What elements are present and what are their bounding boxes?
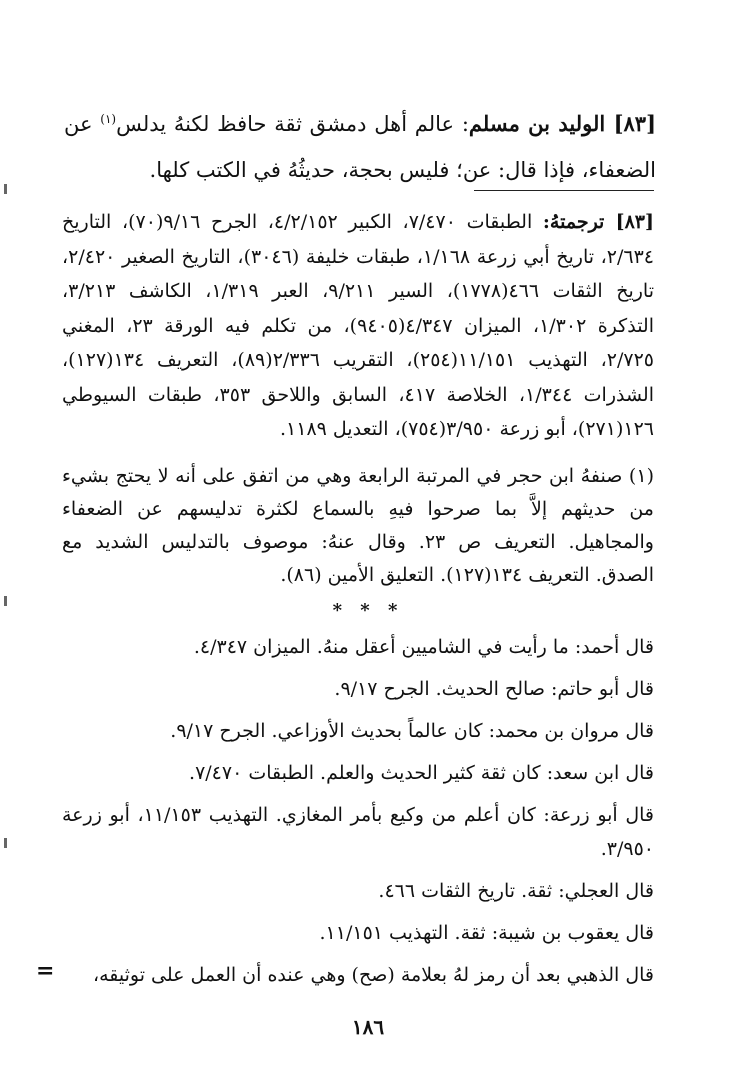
- saying-dhahabi: قال الذهبي بعد أن رمز لهُ بعلامة (صح) وهي عنده أن العمل على توثيقه،: [92, 964, 654, 986]
- entry-heading: [٨٣] الوليد بن مسلم: [468, 111, 657, 136]
- sources-text: الطبقات ٧/٤٧٠، الكبير ٤/٢/١٥٢، الجرح ٩/١٦(٧٠)، التاريخ ٢/٦٣٤، تاريخ أبي زرعة ١/١٦٨، طبقات خليفة (٣٠٤٦)، التاريخ الصغير ٢/٤٢٠، تاريخ الثقات ٤٦٦(١٧٧٨)، السير ٩/٢١١، العبر ١/٣١٩، الكاشف ٣/٢١٣، التذكرة ١/٣٠٢، الميزان ٤/٣٤٧(٩٤٠٥)، من تكلم فيه الورقة ٢٣، المغني ٢/٧٢٥، التهذيب ١١/١٥١(٢٥٤)، التقريب ٢/٣٣٦(٨٩)، التعريف ١٣٤(١٢٧)، الشذرات ١/٣٤٤، الخلاصة ٤١٧، السابق واللاحق ٣٥٣، طبقات السيوطي ١٢٦(٢٧١)، أبو زرعة ٣/٩٥٠(٧٥٤)، التعديل ١١٨٩.: [62, 211, 654, 440]
- sources-heading: [٨٣] ترجمتهُ:: [542, 211, 654, 233]
- saying-ijli: قال العجلي: ثقة. تاريخ الثقات ٤٦٦.: [378, 880, 654, 902]
- saying-marwan: قال مروان بن محمد: كان عالماً بحديث الأوزاعي. الجرح ٩/١٧.: [170, 720, 654, 742]
- footnote-reference: (١): [100, 112, 117, 126]
- section-separator: * * *: [332, 600, 404, 621]
- saying-yaqub: قال يعقوب بن شيبة: ثقة. التهذيب ١١/١٥١.: [319, 922, 654, 944]
- entry-text-part1: : عالم أهل دمشق ثقة حافظ لكنهُ يدلس: [116, 112, 469, 136]
- saying-abu-zura: قال أبو زرعة: كان أعلم من وكيع بأمر المغازي. التهذيب ١١/١٥٣، أبو زرعة ٣/٩٥٠.: [62, 804, 654, 860]
- saying-ahmad: قال أحمد: ما رأيت في الشاميين أعقل منهُ. الميزان ٤/٣٤٧.: [193, 636, 654, 658]
- saying-ibn-saad: قال ابن سعد: كان ثقة كثير الحديث والعلم. الطبقات ٧/٤٧٠.: [189, 762, 654, 784]
- scan-edge-mark: [4, 596, 7, 606]
- scan-edge-mark: [4, 838, 7, 848]
- footnote-divider: [474, 190, 654, 191]
- saying-abu-hatim: قال أبو حاتم: صالح الحديث. الجرح ٩/١٧.: [334, 678, 654, 700]
- page-number: ١٨٦: [351, 1015, 385, 1039]
- entry-text-part2: عن الضعفاء، فإذا قال: عن؛ فليس بحجة، حديثُهُ في الكتب كلها.: [64, 112, 656, 182]
- scan-edge-mark: [4, 184, 7, 194]
- footnote-1: (١) صنفهُ ابن حجر في المرتبة الرابعة وهي من اتفق على أنه لا يحتج بشيء من حديثهم إلاَّ بما صرحوا فيهِ بالسماع لكثرة تدليسهم عن الضعفاء والمجاهيل. التعريف ص ٢٣. وقال عنهُ: موصوف بالتدليس الشديد مع الصدق. التعريف ١٣٤(١٢٧). التعليق الأمين (٨٦).: [62, 465, 654, 586]
- continuation-mark: =: [36, 958, 55, 984]
- biography-entry: [64, 96, 656, 193]
- biography-sources-note: [62, 205, 654, 447]
- sayings-list: [62, 630, 654, 1000]
